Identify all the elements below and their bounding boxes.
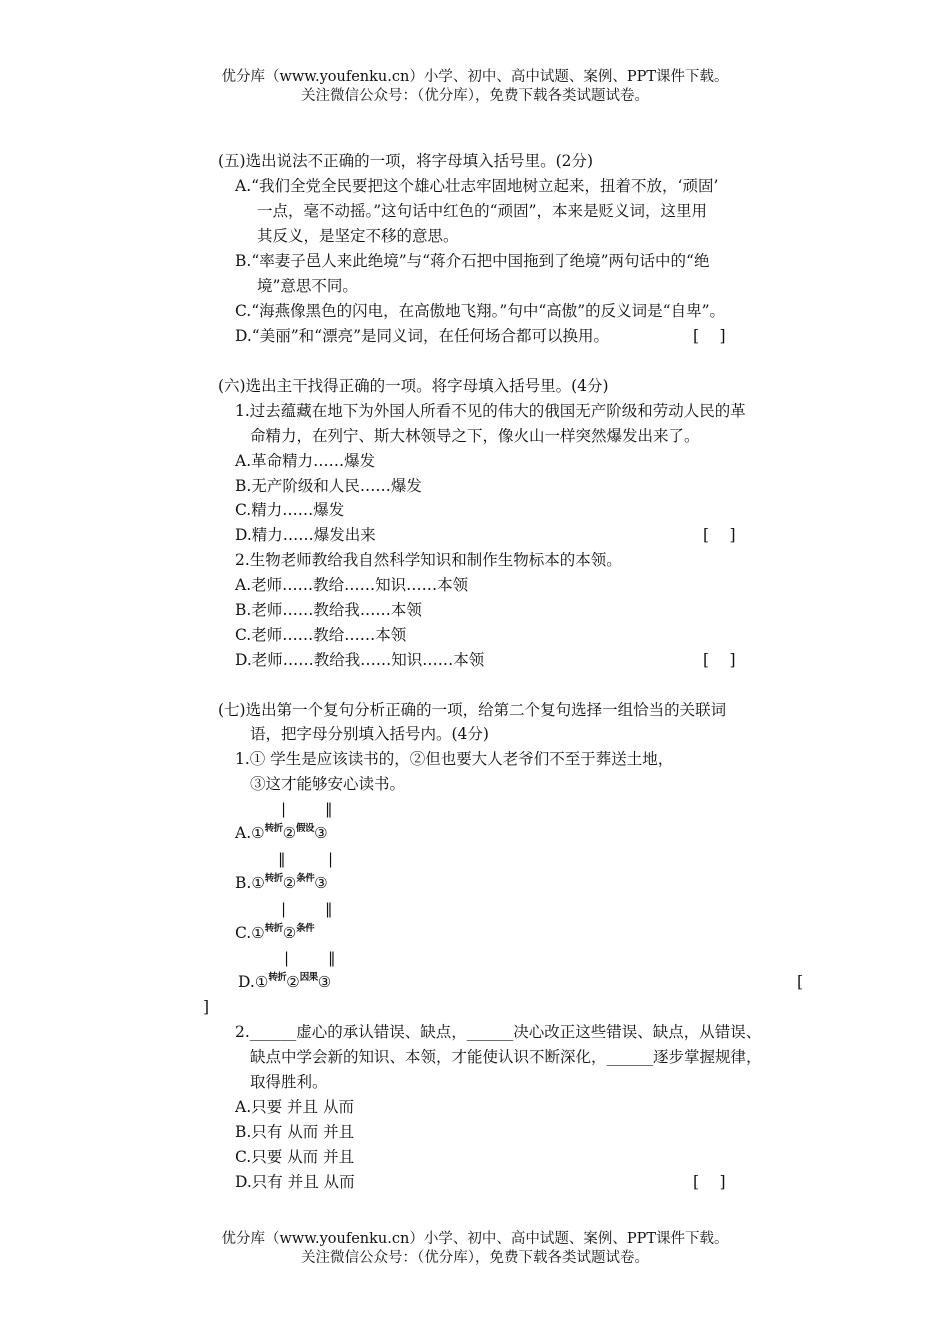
sec7-q1-option-a (235, 823, 328, 846)
sec7-q2-option-d: D.只有 并且 从而 (235, 1173, 355, 1191)
relation-label: 转折 (264, 823, 283, 834)
relation-label: 转折 (268, 972, 287, 983)
sec7-q1-line2: ③这才能够安心读书。 (250, 775, 406, 793)
clause-number: ① (251, 924, 265, 942)
sec7-title-line2: 语，把字母分别填入括号内。(4分) (250, 725, 489, 743)
clause-number: ① (254, 973, 269, 991)
sec6-q2: 2.生物老师教给我自然科学知识和制作生物标本的本领。 (235, 551, 622, 569)
sec6-q2-option-c: C.老师……教给……本领 (235, 626, 407, 644)
relation-label: 转折 (264, 923, 283, 934)
sec7-q1-bracket-left[interactable]: [ (797, 973, 804, 991)
division-mark-double: ‖ (325, 900, 333, 918)
sec7-q1-bracket-right[interactable]: ] (203, 998, 210, 1016)
sec7-title-line1: (七)选出第一个复句分析正确的一项，给第二个复句选择一组恰当的关联词 (218, 701, 727, 719)
header-line-2: 关注微信公众号：（优分库），免费下载各类试题试卷。 (301, 88, 649, 104)
sec5-answer-bracket[interactable]: [ ] (693, 327, 726, 345)
sec6-q1-line2: 命精力，在列宁、斯大林领导之下，像火山一样突然爆发出来了。 (250, 427, 700, 445)
sec7-q2-option-a: A.只要 并且 从而 (235, 1098, 354, 1116)
relation-label: 转折 (264, 873, 283, 884)
sec7-q1-option-c (235, 923, 314, 946)
sec5-option-d: D.“美丽”和“漂亮”是同义词，在任何场合都可以换用。 (235, 327, 609, 345)
division-mark-double: ‖ (325, 800, 333, 818)
sec5-option-a-line1: A.“我们全党全民要把这个雄心壮志牢固地树立起来，扭着不放，‘顽固’ (235, 177, 719, 195)
division-mark-single: | (281, 800, 287, 818)
sec5-option-a-line3: 其反义，是坚定不移的意思。 (257, 227, 459, 245)
division-mark-single: | (284, 949, 290, 967)
clause-number: ② (282, 924, 297, 942)
sec5-option-c: C.“海燕像黑色的闪电，在高傲地飞翔。”句中“高傲”的反义词是“自卑”。 (235, 302, 726, 320)
sec7-q2-line1: 2.______虚心的承认错误、缺点，______决心改正这些错误、缺点，从错误、 (235, 1023, 762, 1041)
sec6-q2-option-a: A.老师……教给……知识……本领 (235, 576, 469, 594)
sec7-q1-line1: 1.① 学生是应该读书的，②但也要大人老爷们不至于葬送土地， (235, 750, 674, 768)
sec5-option-b-line1: B.“率妻子邑人来此绝境”与“蒋介石把中国拖到了绝境”两句话中的“绝 (235, 252, 710, 270)
sec7-q1-option-d (238, 972, 331, 995)
sec6-q1-option-c: C.精力……爆发 (235, 501, 345, 519)
sec5-option-a-line2: 一点，毫不动摇。”这句话中红色的“顽固”，本来是贬义词，这里用 (257, 202, 708, 220)
option-letter: A. (235, 824, 252, 842)
clause-number: ② (282, 874, 297, 892)
division-mark-single: | (328, 850, 334, 868)
sec5-option-b-line2: 境”意思不同。 (257, 277, 358, 295)
sec6-q1-answer-bracket[interactable]: [ ] (703, 526, 736, 544)
sec7-q2-answer-bracket[interactable]: [ ] (693, 1173, 726, 1191)
clause-number: ③ (314, 824, 328, 842)
clause-number: ② (286, 973, 300, 991)
sec6-q2-answer-bracket[interactable]: [ ] (703, 651, 736, 669)
sec6-q1-option-d: D.精力……爆发出来 (235, 526, 376, 544)
clause-number: ③ (317, 973, 332, 991)
footer-line-1: 优分库（www.youfenku.cn）小学、初中、高中试题、案例、PPT课件下载。 (221, 1231, 729, 1247)
relation-label: 条件 (296, 873, 315, 884)
relation-label: 假设 (296, 823, 315, 834)
option-letter: C. (235, 924, 252, 942)
division-mark-double: ‖ (278, 850, 286, 868)
clause-number: ① (251, 824, 265, 842)
sec7-q2-option-c: C.只要 从而 并且 (235, 1148, 355, 1166)
division-mark-single: | (281, 900, 287, 918)
footer-line-2: 关注微信公众号：（优分库），免费下载各类试题试卷。 (301, 1250, 649, 1266)
option-letter: D. (238, 973, 255, 991)
clause-number: ② (282, 824, 297, 842)
sec7-q2-line2: 缺点中学会新的知识、本领，才能使认识不断深化，______逐步掌握规律， (250, 1048, 762, 1066)
sec7-q1-option-b (235, 873, 328, 896)
clause-number: ① (251, 874, 265, 892)
option-letter: B. (235, 874, 252, 892)
sec6-q1-option-b: B.无产阶级和人民……爆发 (235, 477, 422, 495)
header-line-1: 优分库（www.youfenku.cn）小学、初中、高中试题、案例、PPT课件下载。 (221, 69, 729, 85)
sec6-title: (六)选出主干找得正确的一项。将字母填入括号里。(4分) (218, 377, 609, 395)
sec6-q2-option-b: B.老师……教给我……本领 (235, 601, 422, 619)
sec5-title: (五)选出说法不正确的一项，将字母填入括号里。(2分) (218, 152, 594, 170)
relation-label: 条件 (296, 923, 315, 934)
sec7-q2-line3: 取得胜利。 (250, 1073, 328, 1091)
sec6-q1-option-a: A.革命精力……爆发 (235, 452, 376, 470)
clause-number: ③ (314, 874, 328, 892)
relation-label: 因果 (299, 972, 318, 983)
sec6-q1-line1: 1.过去蕴藏在地下为外国人所看不见的伟大的俄国无产阶级和劳动人民的革 (235, 402, 746, 420)
division-mark-double: ‖ (328, 949, 336, 967)
sec7-q2-option-b: B.只有 从而 并且 (235, 1123, 355, 1141)
sec6-q2-option-d: D.老师……教给我……知识……本领 (235, 651, 485, 669)
